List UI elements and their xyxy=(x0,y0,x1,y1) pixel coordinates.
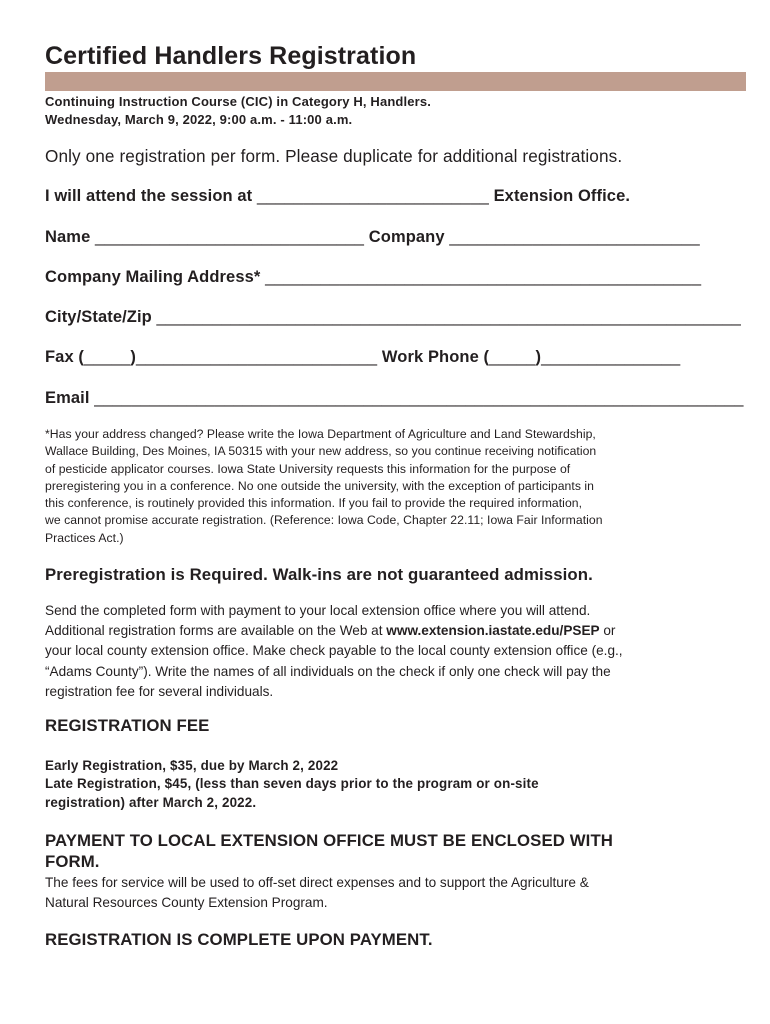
company-blank[interactable]: ___________________________ xyxy=(449,228,700,246)
city-blank[interactable]: _______________________________________________________________ xyxy=(156,308,741,326)
company-label: Company xyxy=(368,228,445,246)
name-label: Name xyxy=(45,228,91,246)
note-line: this conference, is routinely provided this information. If you fail to provide the required information, xyxy=(45,496,583,511)
course-subtitle: Continuing Instruction Course (CIC) in Category H, Handlers. xyxy=(45,94,432,109)
work-close: ) xyxy=(535,348,542,366)
work-phone-blank[interactable]: _______________ xyxy=(541,348,681,366)
note-line: we cannot promise accurate registration. (Reference: Iowa Code, Chapter 22.11; Iowa Fair Information xyxy=(45,513,603,528)
extension-url-link[interactable]: www.extension.iastate.edu/PSEP xyxy=(386,623,600,639)
name-company-row xyxy=(45,228,700,247)
prereg-line: “Adams County”). Write the names of all individuals on the check if only one check will pay the xyxy=(45,663,611,679)
preregistration-heading: Preregistration is Required. Walk-ins are not guaranteed admission. xyxy=(45,565,593,584)
payment-text xyxy=(45,873,745,913)
fax-area-blank[interactable]: _____ xyxy=(84,348,131,366)
prereg-line: your local county extension office. Make check payable to the local county extension office (e.g., xyxy=(45,643,623,659)
address-row xyxy=(45,268,701,287)
prereg-line: registration fee for several individuals. xyxy=(45,683,274,699)
preregistration-text xyxy=(45,601,745,702)
attend-office-blank[interactable]: _________________________ xyxy=(256,187,489,205)
payment-heading-cont: FORM. xyxy=(45,852,100,871)
payment-heading: PAYMENT TO LOCAL EXTENSION OFFICE MUST BE ENCLOSED WITH xyxy=(45,831,614,850)
attend-field-row xyxy=(45,187,630,206)
attend-label: I will attend the session at xyxy=(45,187,253,205)
address-note xyxy=(45,426,735,547)
prereg-web-text: Additional registration forms are available on the Web at xyxy=(45,623,387,639)
address-label: Company Mailing Address* xyxy=(45,268,261,286)
email-label: Email xyxy=(45,389,90,407)
title-rule xyxy=(45,72,746,91)
address-blank[interactable]: _______________________________________________ xyxy=(265,268,702,286)
course-date: Wednesday, March 9, 2022, 9:00 a.m. - 11:00 a.m. xyxy=(45,112,353,127)
email-blank[interactable]: ______________________________________________________________________ xyxy=(94,389,744,407)
fax-blank[interactable]: __________________________ xyxy=(136,348,378,366)
work-area-blank[interactable]: _____ xyxy=(489,348,536,366)
note-line: Practices Act.) xyxy=(45,530,124,545)
note-line: *Has your address changed? Please write the Iowa Department of Agriculture and Land Stewardship, xyxy=(45,427,596,441)
email-row xyxy=(45,389,744,408)
prereg-line: Send the completed form with payment to your local extension office where you will attend. xyxy=(45,603,591,618)
fax-close: ) xyxy=(130,348,137,366)
note-line: Wallace Building, Des Moines, IA 50315 with your new address, so you continue receiving notification xyxy=(45,444,597,459)
name-blank[interactable]: _____________________________ xyxy=(95,228,365,246)
city-row xyxy=(45,308,741,327)
prereg-line xyxy=(45,621,745,641)
early-fee-line: Early Registration, $35, due by March 2, 2022 xyxy=(45,758,339,773)
payment-line: The fees for service will be used to off-set direct expenses and to support the Agriculture & xyxy=(45,875,589,890)
intro-text: Only one registration per form. Please duplicate for additional registrations. xyxy=(45,146,623,166)
payment-line: Natural Resources County Extension Program. xyxy=(45,895,328,911)
attend-suffix: Extension Office. xyxy=(493,187,631,205)
phone-row xyxy=(45,348,680,367)
fee-details xyxy=(45,757,539,812)
note-line: of pesticide applicator courses. Iowa State University requests this information for the purpose of xyxy=(45,461,571,476)
completion-heading: REGISTRATION IS COMPLETE UPON PAYMENT. xyxy=(45,930,433,949)
prereg-or-text: or xyxy=(599,623,616,639)
fax-label: Fax ( xyxy=(45,348,85,366)
work-phone-label: Work Phone ( xyxy=(381,348,490,366)
form-title: Certified Handlers Registration xyxy=(45,42,417,70)
city-label: City/State/Zip xyxy=(45,308,152,326)
registration-fee-heading: REGISTRATION FEE xyxy=(45,716,210,735)
late-fee-line-cont: registration) after March 2, 2022. xyxy=(45,794,257,810)
note-line: preregistering you in a conference. No one outside the university, with the exception of participants in xyxy=(45,478,594,493)
late-fee-line: Late Registration, $45, (less than seven days prior to the program or on-site xyxy=(45,776,539,792)
